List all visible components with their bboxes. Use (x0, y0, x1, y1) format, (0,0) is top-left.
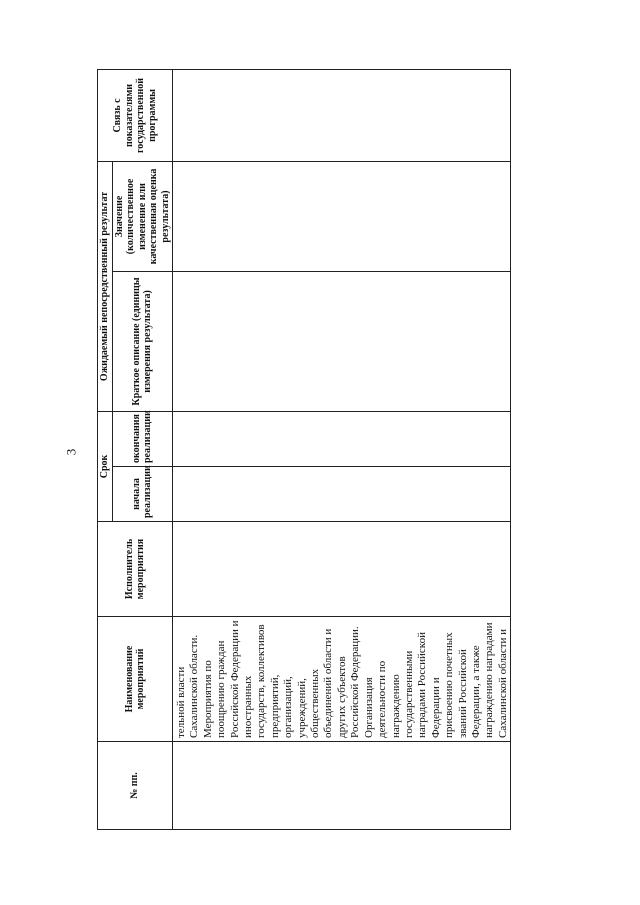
page-number: 3 (63, 448, 79, 456)
header-brief-description: Краткое описание (единицы измерения результата) (112, 271, 173, 411)
header-term: Срок (98, 411, 113, 521)
rotated-table-container (97, 70, 507, 830)
cell-executor (173, 522, 511, 617)
cell-term-start (173, 467, 511, 522)
cell-link (173, 69, 511, 161)
activities-table (97, 69, 511, 830)
header-value: Значение (количественное изменение или качественная оценка результата) (112, 161, 173, 271)
table-row (173, 69, 511, 829)
header-executor: Исполнитель мероприятия (98, 522, 173, 617)
cell-name (173, 617, 511, 742)
header-link: Связь с показателями государственной программы (98, 69, 173, 161)
cell-brief-description (173, 271, 511, 411)
header-row-top (98, 69, 113, 829)
header-name: Наименование мероприятий (98, 617, 173, 742)
header-term-start: начала реализации (112, 467, 173, 522)
cell-value (173, 161, 511, 271)
cell-num (173, 742, 511, 830)
header-num: № пп. (98, 742, 173, 830)
header-expected-result: Ожидаемый непосредственный результат (98, 161, 113, 411)
header-term-end: окончания реализации (112, 411, 173, 466)
cell-term-end (173, 411, 511, 466)
activity-name-text: тельной власти Сахалинской области. Мероприятия по поощрению граждан Российской Федерации и иностранных государств, коллективов предприятий, организаций, учреждений, общественных объединений области и других субъектов Российской Федерации. Организация деятельности по награждению государственными наградами Российской Федерации и присвоению почетных званий Российской Федерации, а также награждению наградами Сахалинской области и (175, 620, 509, 738)
